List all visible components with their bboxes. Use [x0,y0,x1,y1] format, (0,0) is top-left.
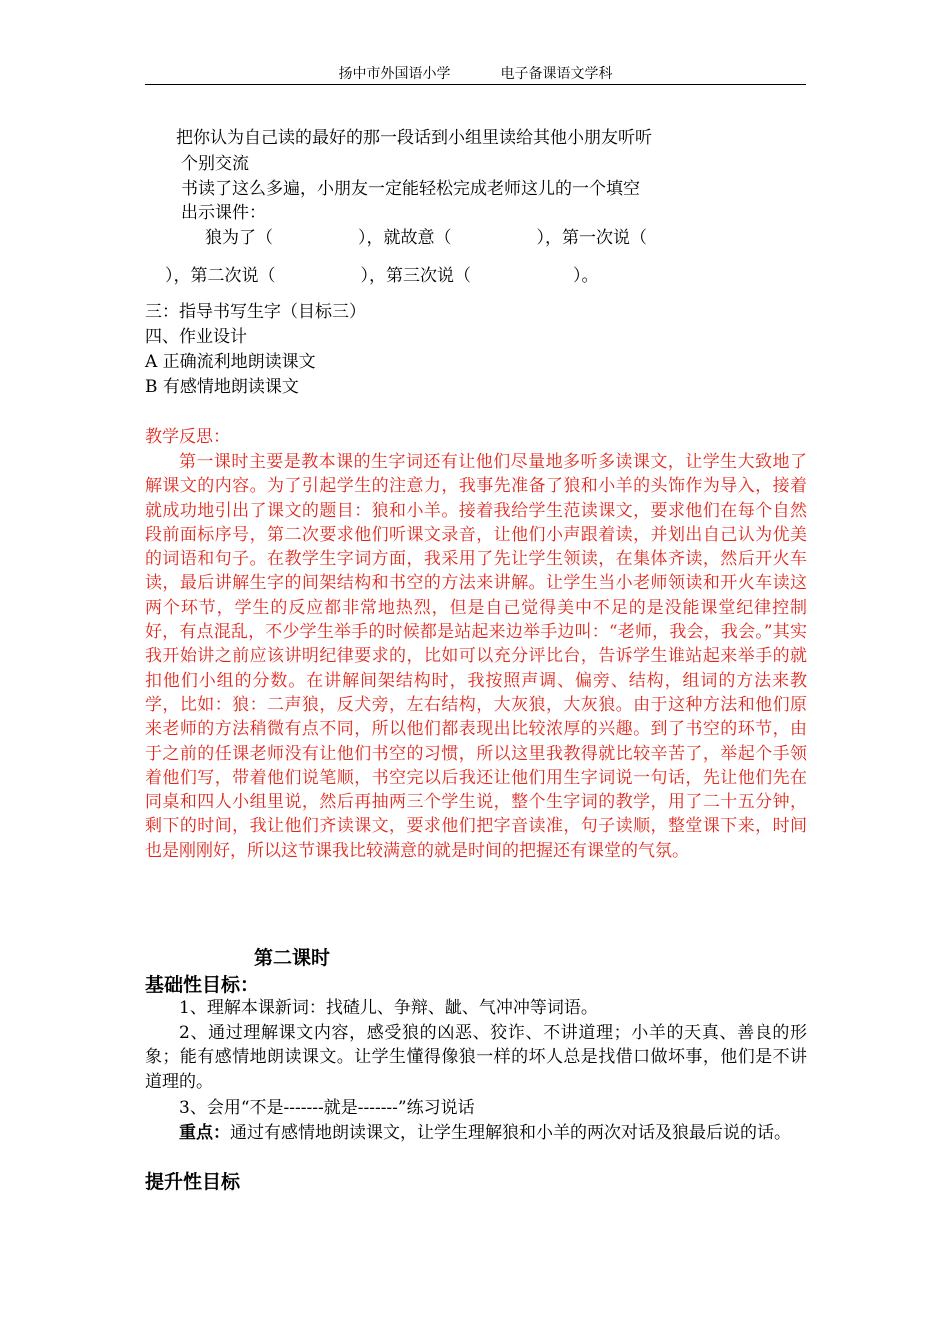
key-point [145,1121,807,1145]
header-school: 扬中市外国语小学 [338,66,451,82]
activity-line-3: 书读了这么多遍，小朋友一定能轻松完成老师这儿的一个填空 [181,179,640,199]
fill-blank-line-2: ），第二次说（ ），第三次说（ ）。 [165,266,599,286]
section-four: 四、作业设计 [145,327,247,347]
activity-line-4: 出示课件： [181,203,266,223]
advanced-goals-title: 提升性目标 [145,1171,241,1193]
key-point-text: 通过有感情地朗读课文，让学生理解狼和小羊的两次对话及狼最后说的话。 [230,1123,791,1143]
activity-line-1: 把你认为自己读的最好的那一段话到小组里读给其他小朋友听听 [176,128,652,148]
goal-1: 1、理解本课新词：找碴儿、争辩、龇、气冲冲等词语。 [179,998,598,1018]
activity-line-2: 个别交流 [181,154,249,174]
key-point-label: 重点： [179,1123,230,1143]
section-three: 三：指导书写生字（目标三） [145,302,366,322]
reflection-title: 教学反思： [145,427,230,447]
lesson2-title: 第二课时 [254,947,331,969]
homework-a: A 正确流利地朗读课文 [145,352,316,372]
goal-2: 2、通过理解课文内容，感受狼的凶恶、狡诈、不讲道理；小羊的天真、善良的形象；能有感情地朗读课文。让学生懂得像狼一样的坏人总是找借口做坏事，他们是不讲道理的。 [145,1023,807,1092]
page-header [145,64,806,85]
goal-3: 3、会用“不是-------就是-------”练习说话 [179,1098,475,1118]
basic-goals-title: 基础性目标： [145,974,260,996]
fill-blank-line-1: 狼为了（ ），就故意（ ），第一次说（ [205,228,647,248]
homework-b: B 有感情地朗读课文 [145,377,299,397]
reflection-body: 第一课时主要是教本课的生字词还有让他们尽量地多听多读课文，让学生大致地了解课文的内容。为了引起学生的注意力，我事先准备了狼和小羊的头饰作为导入，接着就成功地引出了课文的题目：狼和小羊。接着我给学生范读课文，要求他们在每个自然段前面标序号，第二次要求他们听课文录音，让他们小声跟着读，并划出自己认为优美的词语和句子。在教学生字词方面，我采用了先让学生领读，在集体齐读，然后开火车读，最后讲解生字的间架结构和书空的方法来讲解。让学生当小老师领读和开火车读这两个环节，学生的反应都非常地热烈，但是自己觉得美中不足的是没能课堂纪律控制好，有点混乱，不少学生举手的时候都是站起来边举手边叫：“老师，我会，我会。”其实我开始讲之前应该讲明纪律要求的，比如可以充分评比台，告诉学生谁站起来举手的就扣他们小组的分数。在讲解间架结构时，我按照声调、偏旁、结构，组词的方法来教学，比如：狼：二声狼，反犬旁，左右结构，大灰狼，大灰狼。由于这种方法和他们原来老师的方法稍微有点不同，所以他们都表现出比较浓厚的兴趣。到了书空的环节，由于之前的任课老师没有让他们书空的习惯，所以这里我教得就比较辛苦了，举起个手领着他们写，带着他们说笔顺，书空完以后我还让他们用生字词说一句话，先让他们先在同桌和四人小组里说，然后再抽两三个学生说，整个生字词的教学，用了二十五分钟，剩下的时间，我让他们齐读课文，要求他们把字音读准，句子读顺，整堂课下来，时间也是刚刚好，所以这节课我比较满意的就是时间的把握还有课堂的气氛。 [145,452,807,861]
header-subject: 电子备课语文学科 [500,66,613,82]
